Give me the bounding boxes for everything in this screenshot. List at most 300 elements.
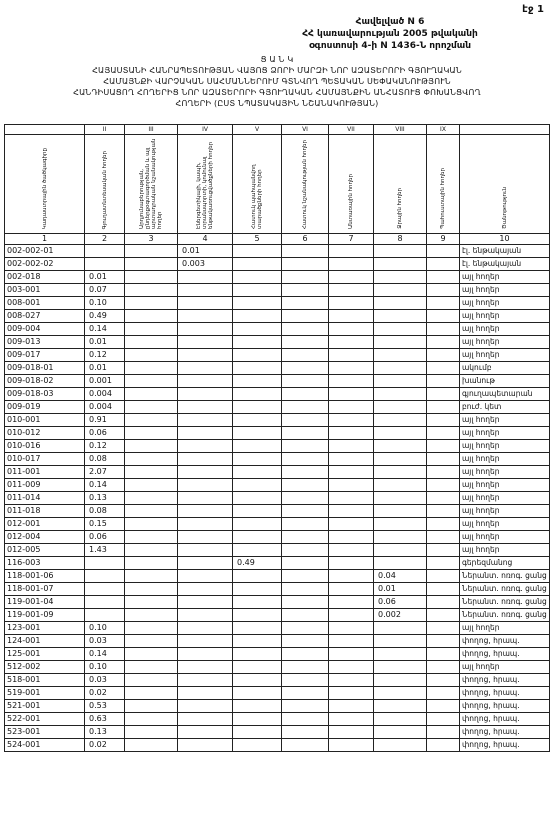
cell-note: փողոց, հրապ.	[460, 648, 550, 661]
header-reserve	[427, 135, 460, 234]
annex-title: Հավելված N 6	[355, 17, 425, 27]
table-row	[5, 609, 550, 622]
cell-note: այլ հողեր	[460, 453, 550, 466]
header-note-text: Ծանոթություն	[501, 187, 508, 229]
header-reserve-text: Պահուստային հողեր	[440, 168, 446, 229]
cell-energy	[178, 570, 233, 583]
header-forest	[329, 135, 374, 234]
cell-note: այլ հողեր	[460, 479, 550, 492]
cell-empty	[329, 323, 374, 336]
cell-empty	[282, 661, 329, 674]
cell-empty	[282, 635, 329, 648]
cell-code: 522-001	[5, 713, 85, 726]
cell-protected	[233, 713, 282, 726]
cell-code: 009-018-01	[5, 362, 85, 375]
table-row	[5, 713, 550, 726]
cell-code: 512-002	[5, 661, 85, 674]
cell-empty	[125, 557, 178, 570]
cell-water	[374, 687, 427, 700]
cell-water	[374, 245, 427, 258]
table-row	[5, 583, 550, 596]
cell-empty	[282, 479, 329, 492]
table-row	[5, 427, 550, 440]
roman-col-4: IV	[178, 125, 233, 135]
table-row	[5, 596, 550, 609]
cell-empty	[282, 583, 329, 596]
cell-empty	[427, 479, 460, 492]
cell-agri: 0.15	[85, 518, 125, 531]
header-water-text: Ջրային հողեր	[397, 188, 403, 229]
cell-energy	[178, 661, 233, 674]
cell-empty	[427, 492, 460, 505]
cell-empty	[282, 245, 329, 258]
cell-empty	[282, 570, 329, 583]
header-energy	[178, 135, 233, 234]
cell-empty	[427, 453, 460, 466]
cell-agri: 0.08	[85, 453, 125, 466]
annex-line-1: ՀՀ կառավարության 2005 թվականի	[302, 29, 478, 39]
header-protected	[233, 135, 282, 234]
cell-note: այլ հողեր	[460, 492, 550, 505]
cell-empty	[427, 531, 460, 544]
cell-code: 118-001-07	[5, 583, 85, 596]
cell-empty	[329, 349, 374, 362]
cell-energy	[178, 349, 233, 362]
roman-col-10	[460, 125, 550, 135]
cell-note: փողոց, հրապ.	[460, 726, 550, 739]
cell-agri	[85, 570, 125, 583]
heading-line-1: ՀԱՅԱՍՏԱՆԻ ՀԱՆՐԱՊԵՏՈՒԹՅԱՆ ՎԱՅՈՑ ՁՈՐԻ ՄԱՐԶԻ ՆՈՐ ԱԶԱՏԵՐՈՐԻ ԳՅՈՒՂԱԿԱՆ	[92, 66, 462, 75]
cell-empty	[125, 336, 178, 349]
cell-note: այլ հողեր	[460, 414, 550, 427]
cell-empty	[329, 739, 374, 752]
cell-empty	[125, 635, 178, 648]
cell-water	[374, 284, 427, 297]
cell-empty	[125, 310, 178, 323]
cell-empty	[427, 544, 460, 557]
cell-empty	[329, 440, 374, 453]
cell-empty	[282, 557, 329, 570]
cell-note: փողոց, հրապ.	[460, 687, 550, 700]
cell-code: 010-016	[5, 440, 85, 453]
cell-protected	[233, 414, 282, 427]
cell-energy	[178, 401, 233, 414]
cell-agri: 0.06	[85, 427, 125, 440]
cell-protected	[233, 401, 282, 414]
cell-code: 002-002-02	[5, 258, 85, 271]
cell-water	[374, 466, 427, 479]
cell-water	[374, 258, 427, 271]
table-row	[5, 271, 550, 284]
table-row	[5, 362, 550, 375]
table-row	[5, 557, 550, 570]
cell-water	[374, 557, 427, 570]
table-row	[5, 726, 550, 739]
land-table	[4, 124, 550, 752]
cell-protected	[233, 479, 282, 492]
cell-water	[374, 310, 427, 323]
cell-energy	[178, 635, 233, 648]
cell-empty	[125, 713, 178, 726]
cell-protected	[233, 531, 282, 544]
cell-note: խանութ	[460, 375, 550, 388]
cell-protected	[233, 648, 282, 661]
land-table-wrapper	[4, 124, 550, 752]
cell-agri	[85, 557, 125, 570]
table-row	[5, 284, 550, 297]
cell-empty	[125, 453, 178, 466]
cell-empty	[125, 726, 178, 739]
cell-code: 010-001	[5, 414, 85, 427]
cell-empty	[125, 297, 178, 310]
cell-empty	[329, 700, 374, 713]
cell-empty	[427, 297, 460, 310]
cell-water	[374, 661, 427, 674]
cell-code: 009-018-03	[5, 388, 85, 401]
cell-empty	[329, 310, 374, 323]
cell-empty	[329, 648, 374, 661]
cell-water	[374, 648, 427, 661]
heading-line-3: ՀԱՆԴԻՍԱՑՈՂ ՀՈՂԵՐԻՑ ՆՈՐ ԱԶԱՏԵՐՈՐԻ ԳՅՈՒՂԱԿԱՆ ՀԱՄԱՅՆՔԻՆ ԱՆՀԱՏՈՒՑ ՓՈԽԱՆՑՎՈՂ	[73, 88, 481, 97]
cell-empty	[282, 648, 329, 661]
cell-agri: 1.43	[85, 544, 125, 557]
cell-protected	[233, 284, 282, 297]
num-col-3: 3	[125, 234, 178, 245]
cell-empty	[427, 414, 460, 427]
cell-water	[374, 531, 427, 544]
cell-water	[374, 362, 427, 375]
cell-empty	[329, 362, 374, 375]
cell-note: գերեզմանոց	[460, 557, 550, 570]
cell-protected	[233, 661, 282, 674]
table-row	[5, 648, 550, 661]
table-row	[5, 492, 550, 505]
cell-water	[374, 297, 427, 310]
table-row	[5, 310, 550, 323]
cell-agri: 0.02	[85, 687, 125, 700]
cell-empty	[125, 700, 178, 713]
cell-empty	[282, 440, 329, 453]
cell-protected	[233, 258, 282, 271]
cell-empty	[329, 401, 374, 414]
cell-empty	[329, 726, 374, 739]
cell-empty	[125, 596, 178, 609]
cell-empty	[282, 726, 329, 739]
cell-agri: 0.49	[85, 310, 125, 323]
cell-water: 0.06	[374, 596, 427, 609]
cell-energy	[178, 609, 233, 622]
cell-energy	[178, 479, 233, 492]
cell-code: 523-001	[5, 726, 85, 739]
roman-col-9: IX	[427, 125, 460, 135]
num-col-8: 8	[374, 234, 427, 245]
cell-empty	[427, 349, 460, 362]
cell-protected	[233, 349, 282, 362]
cell-protected	[233, 687, 282, 700]
cell-water: 0.002	[374, 609, 427, 622]
cell-note: փողոց, հրապ.	[460, 635, 550, 648]
cell-energy	[178, 544, 233, 557]
cell-water	[374, 544, 427, 557]
cell-energy	[178, 557, 233, 570]
cell-empty	[427, 401, 460, 414]
cell-empty	[282, 297, 329, 310]
cell-empty	[427, 505, 460, 518]
roman-col-8: VIII	[374, 125, 427, 135]
roman-col-5: V	[233, 125, 282, 135]
cell-energy	[178, 375, 233, 388]
table-row	[5, 687, 550, 700]
table-row	[5, 505, 550, 518]
cell-agri: 0.12	[85, 349, 125, 362]
cell-water	[374, 349, 427, 362]
cell-empty	[329, 479, 374, 492]
cell-code: 011-018	[5, 505, 85, 518]
cell-protected	[233, 570, 282, 583]
cell-note: այլ հողեր	[460, 440, 550, 453]
cell-protected	[233, 271, 282, 284]
cell-protected	[233, 323, 282, 336]
cell-agri: 0.10	[85, 661, 125, 674]
cell-energy	[178, 323, 233, 336]
table-row	[5, 414, 550, 427]
cell-water	[374, 271, 427, 284]
cell-note: այլ հողեր	[460, 349, 550, 362]
cell-energy	[178, 440, 233, 453]
cell-energy	[178, 427, 233, 440]
cell-empty	[125, 349, 178, 362]
cell-protected	[233, 297, 282, 310]
cell-energy	[178, 414, 233, 427]
roman-col-7: VII	[329, 125, 374, 135]
table-row	[5, 531, 550, 544]
header-special	[282, 135, 329, 234]
cell-empty	[427, 427, 460, 440]
cell-empty	[427, 635, 460, 648]
annex-header	[280, 16, 500, 52]
cell-protected	[233, 388, 282, 401]
header-protected-text: Հատուկ պահպանվող տարածքների հողեր	[251, 164, 263, 229]
cell-agri: 0.004	[85, 401, 125, 414]
cell-protected	[233, 505, 282, 518]
cell-protected	[233, 453, 282, 466]
cell-protected	[233, 726, 282, 739]
cell-code: 524-001	[5, 739, 85, 752]
cell-empty	[125, 687, 178, 700]
cell-water	[374, 440, 427, 453]
cell-note: այլ հողեր	[460, 427, 550, 440]
cell-empty	[125, 739, 178, 752]
table-row	[5, 245, 550, 258]
header-industrial	[125, 135, 178, 234]
cell-code: 118-001-06	[5, 570, 85, 583]
cell-code: 008-027	[5, 310, 85, 323]
cell-water	[374, 401, 427, 414]
cell-protected	[233, 492, 282, 505]
cell-energy	[178, 700, 233, 713]
cell-empty	[329, 622, 374, 635]
cell-empty	[329, 414, 374, 427]
cell-energy	[178, 284, 233, 297]
cell-empty	[329, 375, 374, 388]
cell-empty	[282, 375, 329, 388]
cell-empty	[125, 622, 178, 635]
cell-agri: 0.13	[85, 726, 125, 739]
cell-note: այլ հողեր	[460, 297, 550, 310]
cell-empty	[282, 492, 329, 505]
cell-empty	[282, 674, 329, 687]
cell-code: 124-001	[5, 635, 85, 648]
cell-note: Ներանտ. ոռոգ. ցանց	[460, 570, 550, 583]
cell-empty	[427, 362, 460, 375]
cell-agri	[85, 596, 125, 609]
cell-code: 011-014	[5, 492, 85, 505]
cell-empty	[125, 609, 178, 622]
cell-empty	[125, 440, 178, 453]
cell-code: 008-001	[5, 297, 85, 310]
cell-empty	[125, 362, 178, 375]
header-agricultural	[85, 135, 125, 234]
cell-note: այլ հողեր	[460, 622, 550, 635]
table-row	[5, 349, 550, 362]
cell-empty	[125, 518, 178, 531]
cell-protected	[233, 583, 282, 596]
cell-empty	[125, 674, 178, 687]
cell-empty	[427, 713, 460, 726]
cell-energy	[178, 492, 233, 505]
cell-note: փողոց, հրապ.	[460, 674, 550, 687]
cell-protected	[233, 466, 282, 479]
cell-agri: 0.004	[85, 388, 125, 401]
cell-energy	[178, 362, 233, 375]
cell-energy	[178, 531, 233, 544]
cell-empty	[125, 661, 178, 674]
table-row	[5, 323, 550, 336]
cell-empty	[125, 414, 178, 427]
cell-water	[374, 622, 427, 635]
cell-code: 012-004	[5, 531, 85, 544]
roman-col-1	[5, 125, 85, 135]
cell-empty	[282, 388, 329, 401]
header-cadastral-code-text: Կադաստրային ծածկագիրը	[41, 147, 48, 229]
cell-agri: 0.06	[85, 531, 125, 544]
cell-empty	[329, 492, 374, 505]
cell-note: բուժ. կետ	[460, 401, 550, 414]
cell-energy	[178, 583, 233, 596]
cell-empty	[329, 453, 374, 466]
cell-water	[374, 336, 427, 349]
table-row	[5, 544, 550, 557]
cell-note: այլ հողեր	[460, 544, 550, 557]
header-cadastral-code	[5, 135, 85, 234]
cell-note: այլ հողեր	[460, 323, 550, 336]
table-row	[5, 635, 550, 648]
cell-code: 518-001	[5, 674, 85, 687]
cell-agri: 0.13	[85, 492, 125, 505]
cell-empty	[427, 466, 460, 479]
cell-empty	[329, 518, 374, 531]
cell-empty	[282, 284, 329, 297]
cell-energy	[178, 674, 233, 687]
cell-note: էլ. ենթակայան	[460, 245, 550, 258]
cell-agri: 0.14	[85, 648, 125, 661]
cell-code: 002-002-01	[5, 245, 85, 258]
cell-energy	[178, 505, 233, 518]
cell-empty	[427, 596, 460, 609]
table-row	[5, 739, 550, 752]
cell-empty	[125, 570, 178, 583]
cell-empty	[282, 739, 329, 752]
cell-protected	[233, 700, 282, 713]
cell-empty	[125, 388, 178, 401]
cell-note: այլ հողեր	[460, 310, 550, 323]
roman-col-6: VI	[282, 125, 329, 135]
cell-energy	[178, 453, 233, 466]
cell-note: այլ հողեր	[460, 661, 550, 674]
cell-agri: 0.07	[85, 284, 125, 297]
cell-protected	[233, 609, 282, 622]
cell-empty	[282, 531, 329, 544]
cell-empty	[282, 622, 329, 635]
cell-empty	[125, 284, 178, 297]
table-row	[5, 466, 550, 479]
num-col-2: 2	[85, 234, 125, 245]
cell-note: գյուղապետարան	[460, 388, 550, 401]
cell-agri: 0.08	[85, 505, 125, 518]
annex-line-2: օգոստոսի 4-ի N 1436-Ն որոշման	[308, 41, 472, 51]
cell-water	[374, 726, 427, 739]
roman-header-row	[5, 125, 550, 135]
cell-code: 009-004	[5, 323, 85, 336]
cell-water	[374, 388, 427, 401]
cell-empty	[125, 245, 178, 258]
cell-empty	[329, 557, 374, 570]
cell-water	[374, 713, 427, 726]
cell-note: Ներանտ. ոռոգ. ցանց	[460, 596, 550, 609]
cell-code: 009-019	[5, 401, 85, 414]
cell-energy: 0.003	[178, 258, 233, 271]
cell-note: էլ. ենթակայան	[460, 258, 550, 271]
table-row	[5, 453, 550, 466]
cell-note: այլ հողեր	[460, 336, 550, 349]
cell-agri	[85, 258, 125, 271]
cell-code: 012-001	[5, 518, 85, 531]
cell-energy	[178, 739, 233, 752]
cell-note: այլ հողեր	[460, 505, 550, 518]
num-col-1: 1	[5, 234, 85, 245]
cell-empty	[125, 323, 178, 336]
cell-code: 009-018-02	[5, 375, 85, 388]
cell-water: 0.04	[374, 570, 427, 583]
cell-energy	[178, 466, 233, 479]
cell-water	[374, 414, 427, 427]
cell-empty	[427, 661, 460, 674]
cell-empty	[125, 544, 178, 557]
cell-empty	[427, 258, 460, 271]
page-number: էջ 1	[522, 4, 544, 15]
table-row	[5, 388, 550, 401]
cell-note: այլ հողեր	[460, 531, 550, 544]
cell-code: 002-018	[5, 271, 85, 284]
table-row	[5, 700, 550, 713]
cell-empty	[125, 583, 178, 596]
cell-empty	[282, 596, 329, 609]
table-row	[5, 375, 550, 388]
cell-empty	[329, 466, 374, 479]
cell-empty	[125, 258, 178, 271]
cell-protected	[233, 596, 282, 609]
column-header-row	[5, 135, 550, 234]
